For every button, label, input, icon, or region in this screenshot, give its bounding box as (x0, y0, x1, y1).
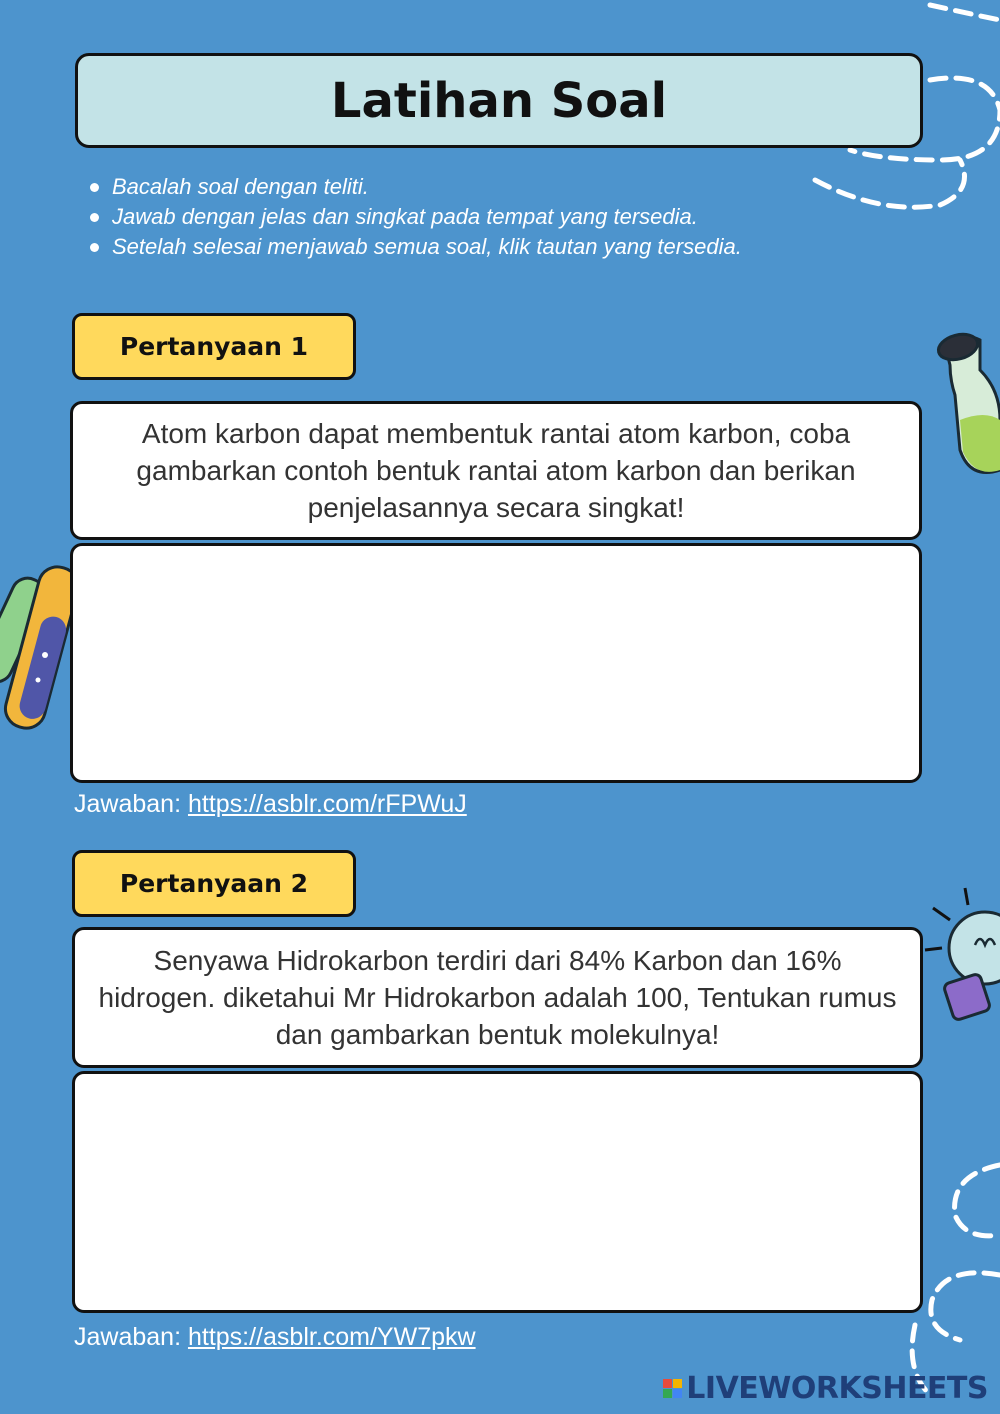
answer-2-link[interactable]: https://asblr.com/YW7pkw (187, 1323, 476, 1351)
brand-name: LIVEWORKSHEETS (686, 1371, 988, 1406)
question-1-label (72, 313, 356, 380)
liveworksheets-logo-icon (663, 1379, 682, 1398)
question-1-label-text: Pertanyaan 1 (119, 332, 309, 361)
answer-2-box[interactable] (72, 1071, 923, 1313)
liveworksheets-brand (663, 1371, 988, 1406)
instruction-item: Setelah selesai menjawab semua soal, klik tautan yang tersedia. (112, 232, 872, 262)
instructions-list (88, 172, 872, 262)
answer-2-prefix: Jawaban: (74, 1323, 188, 1351)
answer-1-link[interactable]: https://asblr.com/rFPWuJ (187, 790, 467, 818)
answer-1-line (74, 790, 467, 819)
title-box (75, 53, 923, 148)
question-2-label (72, 850, 356, 917)
question-2-text: Senyawa Hidrokarbon terdiri dari 84% Karbon dan 16% hidrogen. diketahui Mr Hidrokarbon adalah 100, Tentukan rumus dan gambarkan bentuk molekulnya! (98, 945, 897, 1050)
instruction-item: Bacalah soal dengan teliti. (112, 172, 872, 202)
flask-icon (936, 330, 1000, 472)
question-2-text-box (72, 927, 923, 1068)
answer-1-prefix: Jawaban: (74, 790, 188, 818)
instruction-item: Jawab dengan jelas dan singkat pada tempat yang tersedia. (112, 202, 872, 232)
answer-1-box[interactable] (70, 543, 922, 783)
question-2-label-text: Pertanyaan 2 (119, 869, 309, 898)
question-1-text: Atom karbon dapat membentuk rantai atom karbon, coba gambarkan contoh bentuk rantai atom karbon dan berikan penjelasannya secara singkat! (136, 418, 856, 523)
answer-2-line (74, 1323, 476, 1352)
light-bulb-icon (925, 888, 1000, 1021)
dashed-swirl-bottom-icon (912, 1165, 1000, 1395)
page-title: Latihan Soal (330, 72, 668, 129)
question-1-text-box (70, 401, 922, 540)
